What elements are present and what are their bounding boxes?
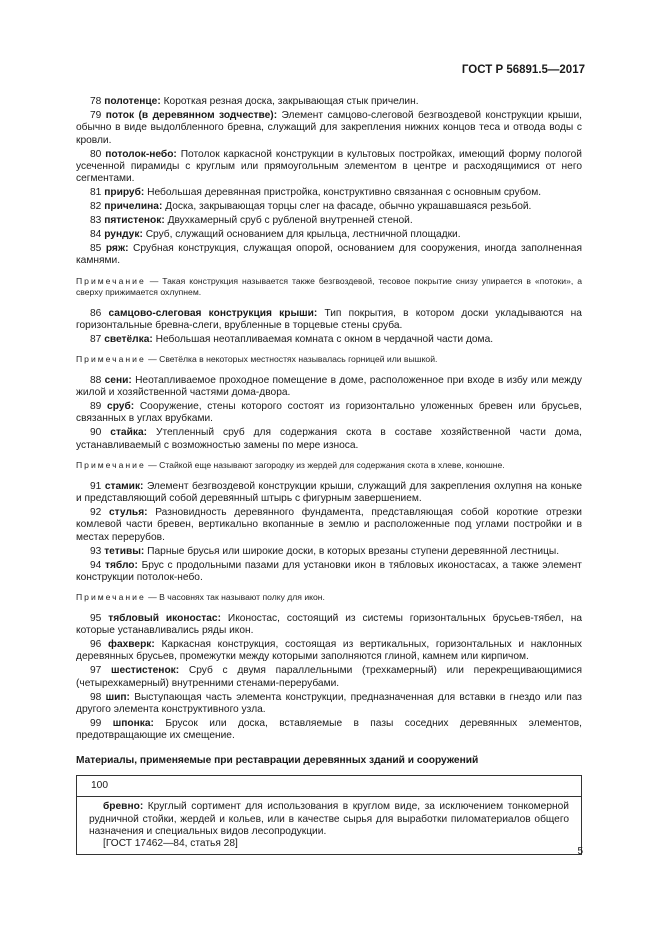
term-definition: Небольшая неотапливаемая комната с окном в чердачной части дома. bbox=[155, 333, 494, 345]
term-number: 85 bbox=[90, 242, 102, 254]
term-entry bbox=[76, 215, 582, 227]
term-name: тетивы: bbox=[104, 545, 145, 557]
term-entry bbox=[76, 546, 582, 558]
note-label: Примечание bbox=[76, 592, 146, 603]
term-name: самцово-слеговая конструкция крыши: bbox=[108, 307, 318, 319]
table-row bbox=[77, 797, 581, 854]
term-definition: Иконостас, состоящий из системы горизонтальных брусьев-тябел, на которые устанавливались ряды икон. bbox=[76, 612, 582, 637]
note-label: Примечание bbox=[76, 354, 146, 365]
term-definition: Элемент безгвоздевой конструкции крыши, служащий для закрепления охлупня на коньке и представляющий собой деревянный штырь с фигурным завершением. bbox=[76, 480, 582, 504]
term-definition: Парные брусья или широкие доски, в которых врезаны ступени деревянной лестницы. bbox=[147, 545, 560, 557]
term-name: ряж: bbox=[105, 242, 129, 254]
term-number: 97 bbox=[90, 665, 102, 677]
table-term: бревно: bbox=[103, 801, 144, 813]
term-name: стайка: bbox=[110, 427, 148, 439]
note-text: — В часовнях так называют полку для икон. bbox=[148, 592, 325, 603]
term-number: 98 bbox=[90, 691, 102, 703]
terms-group-d bbox=[76, 481, 582, 585]
term-name: шпонка: bbox=[112, 717, 154, 729]
term-entry bbox=[76, 187, 582, 199]
term-number: 78 bbox=[90, 96, 102, 107]
note-label: Примечание bbox=[76, 460, 146, 471]
term-number: 92 bbox=[90, 506, 102, 518]
term-definition: Срубная конструкция, служащая опорой, основанием для сооружения, иногда заполненная камнями. bbox=[76, 242, 582, 267]
term-number: 86 bbox=[90, 307, 102, 319]
term-number: 93 bbox=[90, 545, 102, 557]
term-entry bbox=[76, 427, 582, 452]
term-number: 96 bbox=[90, 639, 102, 651]
term-name: пятистенок: bbox=[104, 215, 165, 227]
term-definition: Брус с продольными пазами для установки икон в тябловых иконостасах, а также элемент конструкции потолок-небо. bbox=[76, 559, 582, 583]
term-definition: Каркасная конструкция, состоящая из вертикальных, горизонтальных и наклонных деревянных брусьев, промежутки между которыми заполняются глиной, камнем или кирпичом. bbox=[76, 639, 582, 663]
term-entry bbox=[76, 375, 582, 400]
term-definition: Выступающая часть элемента конструкции, предназначенная для вставки в гнездо или паз другого элемента конструктивного узла. bbox=[76, 691, 582, 716]
term-definition: Сооружение, стены которого состоят из горизонтально уложенных бревен или брусьев, связанных в углах врубками. bbox=[76, 401, 582, 425]
term-definition: Элемент самцово-слеговой безгвоздевой конструкции крыши, обычно в виде выдолбленного бревна, служащий для закрепления нижних концов теса и отвода воды с кровли. bbox=[76, 109, 583, 146]
term-name: светёлка: bbox=[104, 333, 153, 345]
section-title: Материалы, применяемые при реставрации деревянных зданий и сооружений bbox=[76, 754, 479, 766]
term-number: 87 bbox=[90, 333, 102, 345]
note-3 bbox=[76, 460, 582, 471]
term-number: 83 bbox=[90, 215, 102, 227]
note-2 bbox=[76, 354, 582, 365]
term-number: 80 bbox=[90, 148, 102, 160]
term-name: тябло: bbox=[105, 559, 138, 571]
term-entry bbox=[76, 201, 582, 213]
term-definition: Тип покрытия, в котором доски укладываются на горизонтальные бревна-слеги, врубленные в торцевые стены сруба. bbox=[76, 307, 582, 331]
term-name: потолок-небо: bbox=[105, 148, 177, 160]
terms-group-c bbox=[76, 375, 582, 452]
term-number: 90 bbox=[90, 427, 102, 439]
term-entry bbox=[76, 334, 582, 346]
term-number: 81 bbox=[90, 187, 102, 199]
term-entry bbox=[76, 308, 582, 333]
terms-group-a bbox=[76, 96, 582, 268]
term-entry bbox=[76, 229, 582, 241]
term-entry bbox=[76, 481, 582, 506]
term-definition: Доска, закрывающая торцы слег на фасаде, обычно украшавшаяся резьбой. bbox=[165, 201, 532, 213]
term-definition: Двухкамерный сруб с рубленой внутренней стеной. bbox=[167, 215, 413, 227]
term-name: фахверк: bbox=[108, 639, 155, 651]
term-name: стамик: bbox=[104, 480, 144, 492]
term-definition: Потолок каркасной конструкции в культовых постройках, имеющий форму пологой усеченной пирамиды с круглым или прямоугольным элементом в центре и расходящимися от него сегментами. bbox=[76, 148, 582, 185]
page-number: 5 bbox=[577, 846, 583, 857]
term-entry bbox=[76, 243, 582, 268]
term-definition: Брусок или доска, вставляемые в пазы соседних деревянных элементов, предотвращающие их смещение. bbox=[76, 717, 582, 742]
term-name: сруб: bbox=[107, 401, 135, 413]
term-name: сени: bbox=[104, 374, 132, 386]
note-text: — Такая конструкция называется также безгвоздевой, тесовое покрытие снизу упирается в «потоки», а сверху прижимается охлупнем. bbox=[76, 275, 582, 298]
term-definition: Сруб с двумя параллельными (трехкамерный) или перекрещивающимися (четырехкамерный) внутренними стенами-перерубами. bbox=[76, 665, 582, 689]
terms-group-b bbox=[76, 308, 582, 347]
note-text: — Стайкой еще называют загородку из жердей для содержания скота в хлеве, конюшне. bbox=[148, 460, 505, 471]
term-name: поток (в деревянном зодчестве): bbox=[105, 109, 278, 121]
term-name: рундук: bbox=[104, 229, 143, 241]
term-definition: Короткая резная доска, закрывающая стык причелин. bbox=[163, 96, 419, 107]
term-name: шестистенок: bbox=[111, 665, 180, 677]
standard-header: ГОСТ Р 56891.5—2017 bbox=[461, 64, 585, 76]
term-number: 94 bbox=[90, 559, 102, 571]
term-number: 84 bbox=[90, 229, 102, 241]
term-entry bbox=[76, 507, 582, 544]
note-4 bbox=[76, 592, 582, 603]
term-name: тябловый иконостас: bbox=[108, 612, 221, 624]
note-text: — Светёлка в некоторых местностях называлась горницей или вышкой. bbox=[148, 354, 438, 365]
term-number: 95 bbox=[90, 612, 102, 624]
term-entry bbox=[76, 110, 582, 147]
table-definition: Круглый сортимент для использования в круглом виде, за исключением тонкомерной рудничной стойки, жердей и кольев, или в качестве сырья для выработки пиломатериалов общего назначения и специальных видов лесопродукции. bbox=[89, 801, 569, 837]
term-entry bbox=[76, 560, 582, 585]
note-label: Примечание bbox=[76, 275, 146, 286]
term-name: полотенце: bbox=[104, 96, 161, 107]
term-entry bbox=[76, 665, 582, 690]
table-reference: [ГОСТ 17462—84, статья 28] bbox=[103, 838, 238, 850]
document-body bbox=[76, 96, 582, 855]
term-entry bbox=[76, 692, 582, 717]
term-number: 79 bbox=[90, 109, 102, 121]
term-definition: Неотапливаемое проходное помещение в доме, расположенное при входе в избу или между жилой и хозяйственной частями дома-двора. bbox=[76, 374, 582, 399]
table-row-number: 100 bbox=[77, 776, 581, 797]
term-entry bbox=[76, 718, 582, 743]
term-table bbox=[76, 775, 582, 855]
term-name: прируб: bbox=[104, 187, 145, 199]
term-definition: Разновидность деревянного фундамента, представляющая собой короткие отрезки комлевой части бревен, вертикально вкопанные в землю и расположенные под углами постройки и в местах перерубов. bbox=[76, 506, 582, 543]
term-number: 88 bbox=[90, 374, 102, 386]
term-name: причелина: bbox=[104, 201, 163, 213]
term-name: шип: bbox=[105, 691, 130, 703]
term-definition: Небольшая деревянная пристройка, конструктивно связанная с основным срубом. bbox=[147, 187, 542, 199]
term-number: 82 bbox=[90, 201, 102, 213]
term-entry bbox=[76, 613, 582, 638]
term-name: стулья: bbox=[109, 506, 148, 518]
term-entry bbox=[76, 149, 582, 186]
term-definition: Сруб, служащий основанием для крыльца, лестничной площадки. bbox=[145, 229, 461, 241]
term-number: 89 bbox=[90, 401, 102, 413]
term-entry bbox=[76, 401, 582, 426]
term-number: 91 bbox=[90, 480, 102, 492]
note-1 bbox=[76, 276, 582, 299]
term-number: 99 bbox=[90, 717, 102, 729]
terms-group-e bbox=[76, 613, 582, 743]
term-definition: Утепленный сруб для содержания скота в составе хозяйственной части дома, устанавливаемый с возможностью замены по мере износа. bbox=[76, 427, 582, 451]
term-entry bbox=[76, 96, 582, 108]
term-entry bbox=[76, 639, 582, 664]
